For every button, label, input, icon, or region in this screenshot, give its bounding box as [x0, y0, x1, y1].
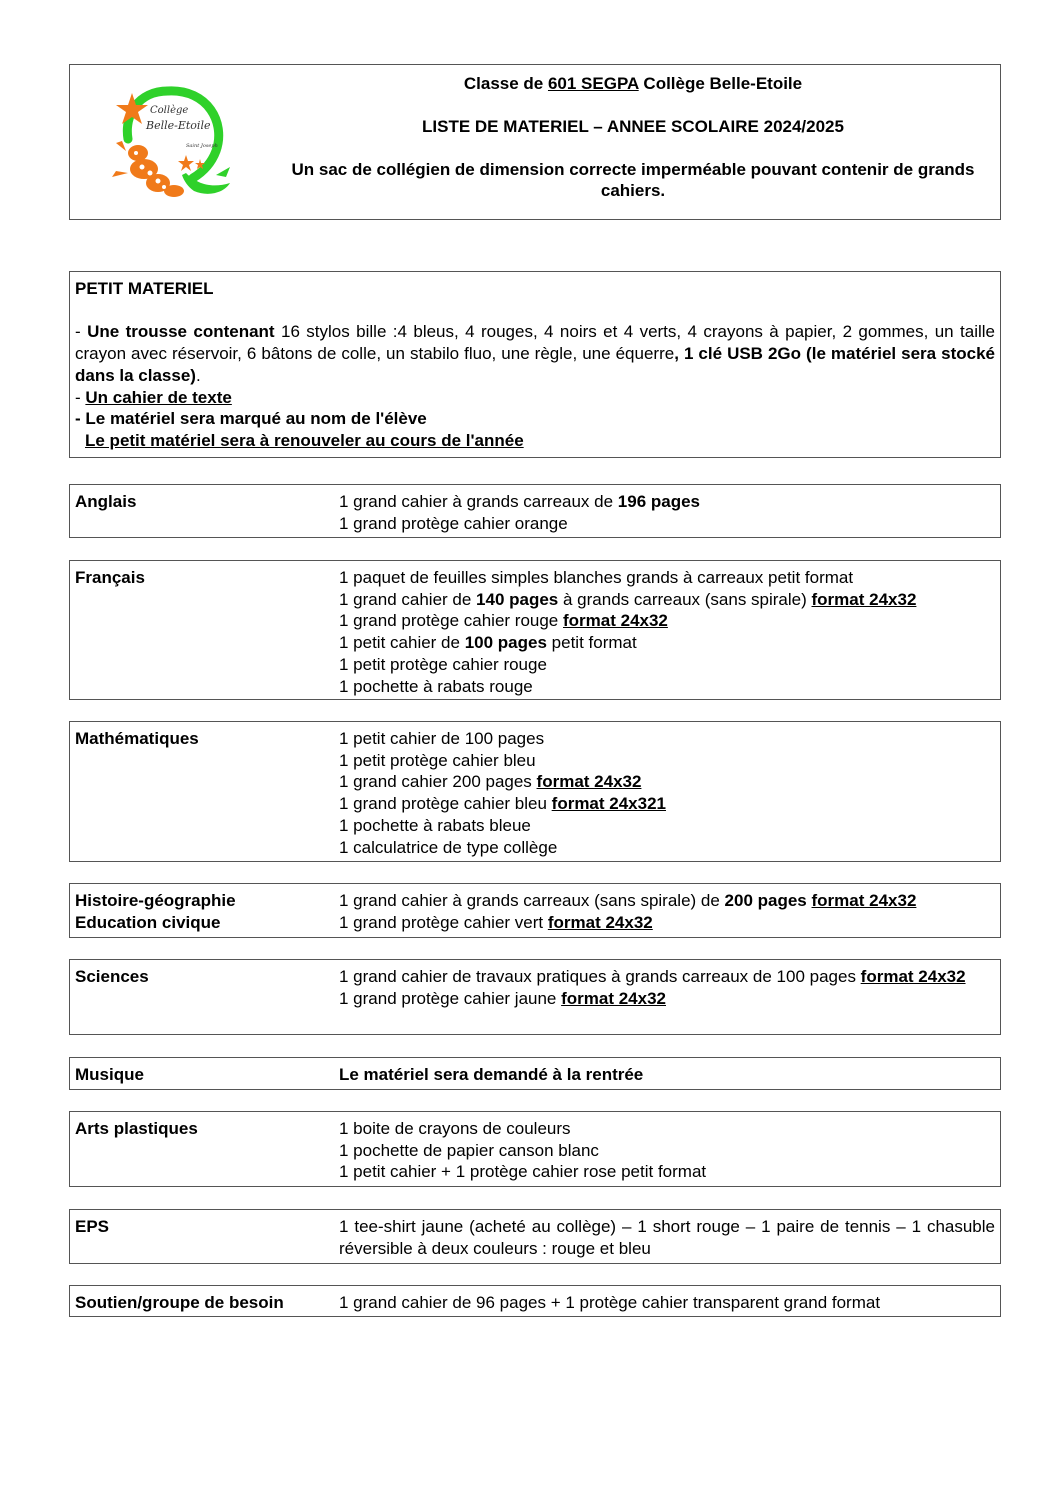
- list-item: 1 grand cahier de 96 pages + 1 protège cahier transparent grand format: [339, 1293, 881, 1312]
- subject-label: Français: [75, 568, 145, 587]
- list-item: 1 grand protège cahier rouge format 24x32: [339, 611, 668, 631]
- subject-anglais: [69, 484, 1001, 538]
- subject-items: [339, 567, 995, 697]
- list-item: 1 paquet de feuilles simples blanches grands à carreaux petit format: [339, 568, 854, 587]
- header-text: [278, 73, 988, 223]
- list-item: 1 petit protège cahier bleu: [339, 750, 536, 770]
- bag-note: Un sac de collégien de dimension correcte imperméable pouvant contenir de grands cahiers.: [291, 160, 975, 200]
- subject-maths: [69, 721, 1001, 862]
- list-item: 1 grand protège cahier vert format 24x32: [339, 912, 653, 932]
- subject-items: [339, 1064, 995, 1086]
- list-item: 1 grand protège cahier orange: [339, 513, 568, 533]
- header-box: [69, 64, 1001, 220]
- list-item: 1 pochette de papier canson blanc: [339, 1140, 599, 1160]
- list-item: 1 boite de crayons de couleurs: [339, 1119, 571, 1138]
- subject-label: Mathématiques: [75, 729, 199, 748]
- logo-text-saint-joseph: Saint Joseph: [186, 143, 218, 149]
- list-title: LISTE DE MATERIEL – ANNEE SCOLAIRE 2024/2025: [422, 117, 844, 136]
- subject-items: [339, 728, 995, 858]
- list-item: 1 calculatrice de type collège: [339, 837, 558, 857]
- list-item: 1 pochette à rabats rouge: [339, 676, 533, 696]
- subject-items: [339, 1292, 995, 1314]
- subject-soutien: [69, 1285, 1001, 1317]
- list-item: 1 petit cahier + 1 protège cahier rose petit format: [339, 1162, 707, 1182]
- class-name: 601 SEGPA: [547, 74, 639, 93]
- petit-materiel-box: [69, 271, 1001, 458]
- subject-label: Sciences: [75, 967, 149, 986]
- subject-francais: [69, 560, 1001, 700]
- subject-label: Soutien/groupe de besoin: [75, 1293, 284, 1312]
- class-title: Classe de 601 SEGPA Collège Belle-Etoile: [463, 74, 803, 93]
- cahier-texte: - Un cahier de texte: [75, 387, 232, 407]
- petit-materiel-title: PETIT MATERIEL: [75, 279, 214, 298]
- subject-label: Anglais: [75, 492, 137, 511]
- subject-label: Musique: [75, 1065, 144, 1084]
- college-logo: [98, 83, 238, 201]
- subject-eps: [69, 1209, 1001, 1264]
- list-item: 1 petit protège cahier rouge: [339, 654, 547, 674]
- list-item: 1 grand cahier 200 pages format 24x32: [339, 772, 642, 792]
- list-item: 1 grand protège cahier jaune format 24x32: [339, 988, 666, 1008]
- list-item: 1 tee-shirt jaune (acheté au collège) – 1 short rouge – 1 paire de tennis – 1 chasuble réversible à deux couleurs : rouge et bleu: [339, 1217, 995, 1258]
- subject-label: Histoire-géographie Education civique: [75, 891, 236, 932]
- subject-sciences: [69, 959, 1001, 1035]
- trousse-text: - Une trousse contenant 16 stylos bille :4 bleus, 4 rouges, 4 noirs et 4 verts, 4 crayons à papier, 2 gommes, un taille crayon avec réservoir, 6 bâtons de colle, un stabilo fluo, une règle, une équerre, 1 clé USB 2Go (le matériel sera stocké dans la classe).: [75, 322, 995, 385]
- subject-items: [339, 1118, 995, 1183]
- subject-label: Arts plastiques: [75, 1119, 198, 1138]
- subject-musique: [69, 1057, 1001, 1090]
- materiel-renouveler: Le petit matériel sera à renouveler au cours de l'année: [85, 430, 524, 450]
- list-item: 1 petit cahier de 100 pages petit format: [339, 633, 637, 653]
- list-item: 1 pochette à rabats bleue: [339, 815, 531, 835]
- list-item: 1 grand protège cahier bleu format 24x321: [339, 794, 666, 814]
- list-item: Le matériel sera demandé à la rentrée: [339, 1065, 644, 1084]
- subject-arts: [69, 1111, 1001, 1187]
- logo-text-college: Collège: [150, 105, 189, 116]
- list-item: 1 grand cahier à grands carreaux (sans spirale) de 200 pages format 24x32: [339, 891, 917, 910]
- list-item: 1 grand cahier à grands carreaux de 196 pages: [339, 492, 701, 511]
- list-item: 1 petit cahier de 100 pages: [339, 729, 545, 748]
- subject-items: [339, 491, 995, 534]
- logo-text-belle-etoile: Belle-Etoile: [146, 119, 211, 132]
- materiel-marque: - Le matériel sera marqué au nom de l'élève: [75, 409, 427, 429]
- list-item: 1 grand cahier de 140 pages à grands carreaux (sans spirale) format 24x32: [339, 589, 917, 609]
- list-item: 1 grand cahier de travaux pratiques à grands carreaux de 100 pages format 24x32: [339, 967, 966, 986]
- subject-histoire: [69, 883, 1001, 938]
- subject-items: [339, 966, 995, 1009]
- subject-items: [339, 1216, 995, 1259]
- subject-label: EPS: [75, 1217, 110, 1236]
- subject-items: [339, 890, 995, 933]
